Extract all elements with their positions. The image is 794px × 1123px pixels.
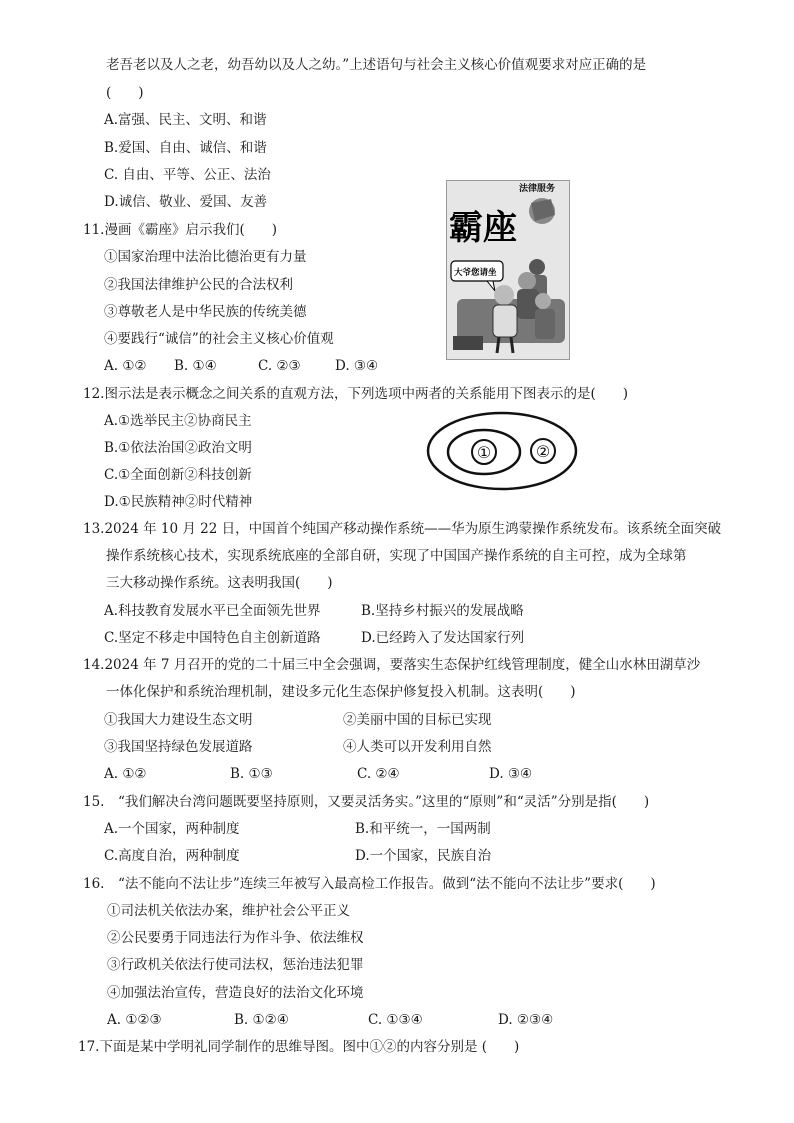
outer-ellipse	[428, 413, 576, 489]
q12-option-a: A.①选举民主②协商民主	[104, 413, 252, 429]
q16-choice-c: C. ①③④	[368, 1012, 423, 1028]
q11-item-2: ②我国法律维护公民的合法权利	[104, 277, 293, 293]
q16-item-1: ①司法机关依法办案，维护社会公平正义	[107, 903, 350, 919]
q16-choice-d: D. ②③④	[498, 1012, 554, 1028]
q14-item-4: ④人类可以开发利用自然	[343, 739, 492, 755]
q15-option-a: A.一个国家，两种制度	[104, 821, 240, 837]
q12-stem: 12.图示法是表示概念之间关系的直观方法，下列选项中两者的关系能用下图表示的是( )	[83, 386, 629, 402]
q11-item-4: ④要践行“诚信”的社会主义核心价值观	[104, 331, 334, 347]
cartoon-title: 霸座	[449, 208, 517, 248]
q13-option-d: D.已经跨入了发达国家行列	[361, 630, 525, 646]
q11-choice-d: D. ③④	[335, 358, 379, 374]
q12-option-b: B.①依法治国②政治文明	[104, 440, 252, 456]
q16-stem: 16. “法不能向不法让步”连续三年被写入最高检工作报告。做到“法不能向不法让步”要求( )	[83, 876, 656, 892]
diagram-label-2: ②	[535, 442, 551, 461]
q10-line2: ( )	[106, 85, 144, 101]
q13-line3: 三大移动操作系统。这表明我国( )	[106, 575, 333, 591]
q13-line2: 操作系统核心技术，实现系统底座的全部自研，实现了中国国产操作系统的自主可控，成为全球第	[106, 548, 687, 564]
q14-line1: 14.2024 年 7 月召开的党的二十届三中全会强调，要落实生态保护红线管理制度，健全山水林田湖草沙	[83, 657, 701, 673]
q11-item-1: ①国家治理中法治比德治更有力量	[104, 249, 307, 265]
bazuo-cartoon	[446, 180, 570, 360]
diagram-label-1: ①	[476, 443, 492, 462]
q14-choice-a: A. ①②	[104, 766, 147, 782]
q11-choice-c: C. ②③	[258, 358, 301, 374]
q16-item-4: ④加强法治宣传，营造良好的法治文化环境	[107, 985, 364, 1001]
q10-option-a: A.富强、民主、文明、和谐	[104, 112, 267, 128]
q10-option-c: C. 自由、平等、公正、法治	[104, 167, 271, 183]
q11-choice-a: A. ①②	[104, 358, 147, 374]
q14-line2: 一体化保护和系统治理机制，建设多元化生态保护修复投入机制。这表明( )	[106, 684, 576, 700]
q16-item-2: ②公民要勇于同违法行为作斗争、依法维权	[107, 930, 364, 946]
q15-stem: 15. “我们解决台湾问题既要坚持原则，又要灵活务实。”这里的“原则”和“灵活”分别是指( )	[83, 794, 650, 810]
q11-stem: 11.漫画《霸座》启示我们( )	[83, 222, 278, 238]
q14-choice-b: B. ①③	[230, 766, 273, 782]
q11-choice-b: B. ①④	[174, 358, 217, 374]
cartoon-corner-text: 法律服务	[519, 184, 556, 194]
q16-item-3: ③行政机关依法行使司法权，惩治违法犯罪	[107, 957, 364, 973]
q10-line1: 老吾老以及人之老，幼吾幼以及人之幼。”上述语句与社会主义核心价值观要求对应正确的是	[106, 57, 647, 73]
q17-stem: 17.下面是某中学明礼同学制作的思维导图。图中①②的内容分别是 ( )	[78, 1039, 520, 1055]
q16-choice-b: B. ①②④	[234, 1012, 289, 1028]
q13-option-a: A.科技教育发展水平已全面领先世界	[104, 603, 321, 619]
q13-line1: 13.2024 年 10 月 22 日，中国首个纯国产移动操作系统——华为原生鸿蒙操作系统发布。该系统全面突破	[83, 521, 722, 537]
q16-choice-a: A. ①②③	[107, 1012, 162, 1028]
q11-item-3: ③尊敬老人是中华民族的传统美德	[104, 304, 307, 320]
cartoon-speech: 大爷您请坐	[454, 268, 497, 278]
q14-choice-c: C. ②④	[357, 766, 400, 782]
q14-choice-d: D. ③④	[489, 766, 533, 782]
q10-option-b: B.爱国、自由、诚信、和谐	[104, 140, 267, 156]
q14-item-2: ②美丽中国的目标已实现	[343, 712, 492, 728]
concept-diagram	[426, 410, 578, 492]
q12-option-d: D.①民族精神②时代精神	[104, 494, 253, 510]
q15-option-d: D.一个国家，民族自治	[355, 848, 492, 864]
q12-option-c: C.①全面创新②科技创新	[104, 467, 252, 483]
q10-option-d: D.诚信、敬业、爱国、友善	[104, 194, 268, 210]
q14-item-1: ①我国大力建设生态文明	[104, 712, 253, 728]
q14-item-3: ③我国坚持绿色发展道路	[104, 739, 253, 755]
q13-option-c: C.坚定不移走中国特色自主创新道路	[104, 630, 321, 646]
q15-option-c: C.高度自治，两种制度	[104, 848, 240, 864]
q15-option-b: B.和平统一，一国两制	[355, 821, 491, 837]
q13-option-b: B.坚持乡村振兴的发展战略	[361, 603, 524, 619]
